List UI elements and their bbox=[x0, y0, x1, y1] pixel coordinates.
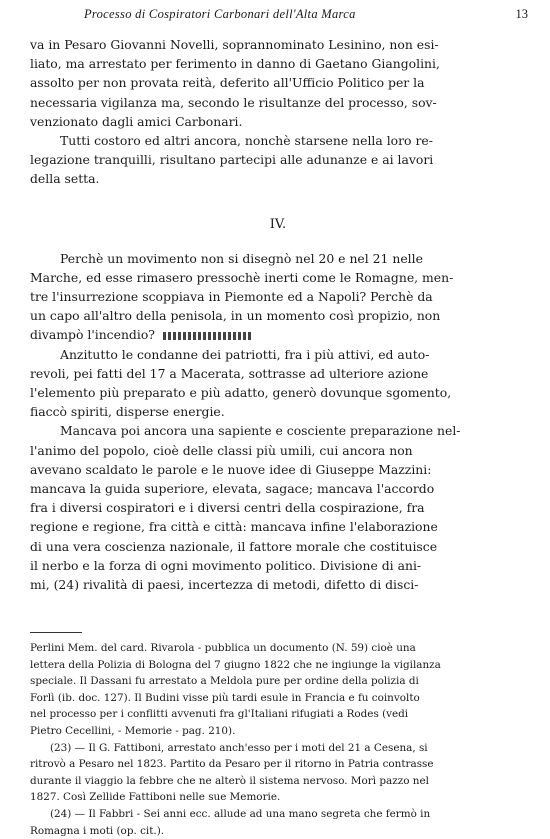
footnotes bbox=[30, 640, 526, 839]
text-line: l'elemento più preparato e più adatto, generò dovunque sgomento, bbox=[30, 385, 452, 401]
text-line: liato, ma arrestato per ferimento in danno di Gaetano Giangolini, bbox=[30, 56, 440, 72]
paragraph-1 bbox=[30, 35, 526, 131]
footnote-line: Forlì (ib. doc. 127). Il Budini visse più tardi esule in Francia e fu coinvolto bbox=[30, 691, 420, 704]
footnote-line: Romagna i moti (op. cit.). bbox=[30, 824, 165, 837]
text-line bbox=[30, 325, 526, 344]
text-line: revoli, pei fatti del 17 a Macerata, sottrasse ad ulteriore azione bbox=[30, 365, 429, 381]
text-line: Anzitutto le condanne dei patriotti, fra i più attivi, ed auto- bbox=[60, 346, 430, 362]
footnote-line: durante il viaggio la febbre che ne alterò il sistema nervoso. Morì pazzo nel bbox=[30, 774, 429, 787]
ink-stamp-mark bbox=[163, 332, 251, 340]
text-line: mi, (24) rivalità di paesi, incertezza di metodi, difetto di disci- bbox=[30, 577, 419, 593]
page-header bbox=[84, 7, 528, 25]
text-line: fra i diversi cospiratori e i diversi centri della cospirazione, fra bbox=[30, 500, 425, 516]
text-line: tre l'insurrezione scoppiava in Piemonte ed a Napoli? Perchè da bbox=[30, 289, 433, 305]
text-line: regione e regione, fra città e città: mancava infine l'elaborazione bbox=[30, 519, 438, 535]
footnote-line: speciale. Il Dassani fu arrestato a Meldola pure per ordine della polizia di bbox=[30, 675, 419, 688]
footnote-divider bbox=[30, 632, 82, 633]
text-line: Tutti costoro ed altri ancora, nonchè starsene nella loro re- bbox=[60, 133, 433, 149]
footnote-line: 1827. Così Zellide Fattiboni nelle sue Memorie. bbox=[30, 791, 281, 804]
text-line: legazione tranquilli, risultano partecipi alle adunanze e ai lavori bbox=[30, 152, 434, 168]
paragraph-2 bbox=[30, 131, 526, 189]
running-title: Processo di Cospiratori Carbonari dell'Alta Marca bbox=[84, 7, 356, 21]
paragraph-5 bbox=[30, 421, 526, 594]
paragraph-4 bbox=[30, 345, 526, 422]
text-line: venzionato dagli amici Carbonari. bbox=[30, 113, 243, 129]
text-line: l'animo del popolo, cioè delle classi più umili, cui ancora non bbox=[30, 442, 413, 458]
text-line: assolto per non provata reità, deferito all'Ufficio Politico per la bbox=[30, 75, 425, 91]
text-line: di una vera coscienza nazionale, il fattore morale che costituisce bbox=[30, 538, 438, 554]
text-line: Perchè un movimento non si disegnò nel 20 e nel 21 nelle bbox=[60, 250, 423, 266]
text-line: fiaccò spiriti, disperse energie. bbox=[30, 404, 225, 420]
text-line: Mancava poi ancora una sapiente e cosciente preparazione nel- bbox=[60, 423, 461, 439]
footnote-continuation bbox=[30, 640, 526, 740]
text-line: il nerbo e la forza di ogni movimento politico. Divisione di ani- bbox=[30, 557, 422, 573]
text-line: va in Pesaro Giovanni Novelli, soprannominato Lesinino, non esi- bbox=[30, 37, 439, 52]
footnote-line: (24) — Il Fabbri - Sei anni ecc. allude ad una mano segreta che fermò in bbox=[50, 807, 431, 820]
footnote-line: Perlini Mem. del card. Rivarola - pubblica un documento (N. 59) cioè una bbox=[30, 642, 416, 654]
text-line: avevano scaldato le parole e le nuove idee di Giuseppe Mazzini: bbox=[30, 461, 432, 477]
text-segment: divampò l'incendio? bbox=[30, 327, 155, 343]
text-line: necessaria vigilanza ma, secondo le risultanze del processo, sov- bbox=[30, 94, 437, 110]
footnote-line: (23) — Il G. Fattiboni, arrestato anch'esso per i moti del 21 a Cesena, si bbox=[50, 741, 428, 754]
section-heading: IV. bbox=[269, 216, 287, 232]
footnote-24 bbox=[30, 806, 526, 839]
paragraph-3 bbox=[30, 249, 526, 345]
text-line: Marche, ed esse rimasero pressochè inerti come le Romagne, men- bbox=[30, 269, 454, 285]
footnote-line: nel processo per i conflitti avvenuti fra gl'Italiani rifugiati a Rodes (vedi bbox=[30, 708, 409, 721]
text-line: della setta. bbox=[30, 171, 100, 187]
footnote-line: Pietro Cecellini, - Memorie - pag. 210). bbox=[30, 724, 236, 737]
text-line: mancava la guida superiore, elevata, sagace; mancava l'accordo bbox=[30, 481, 435, 497]
main-text bbox=[30, 35, 526, 594]
footnote-line: lettera della Polizia di Bologna del 7 giugno 1822 che ne ingiunge la vigilanza bbox=[30, 658, 441, 671]
footnote-23 bbox=[30, 740, 526, 806]
page-number: 13 bbox=[515, 7, 528, 21]
text-line: un capo all'altro della penisola, in un momento così propizio, non bbox=[30, 308, 441, 324]
footnote-line: ritrovò a Pesaro nel 1823. Partito da Pesaro per il ritorno in Patria contrasse bbox=[30, 758, 434, 771]
